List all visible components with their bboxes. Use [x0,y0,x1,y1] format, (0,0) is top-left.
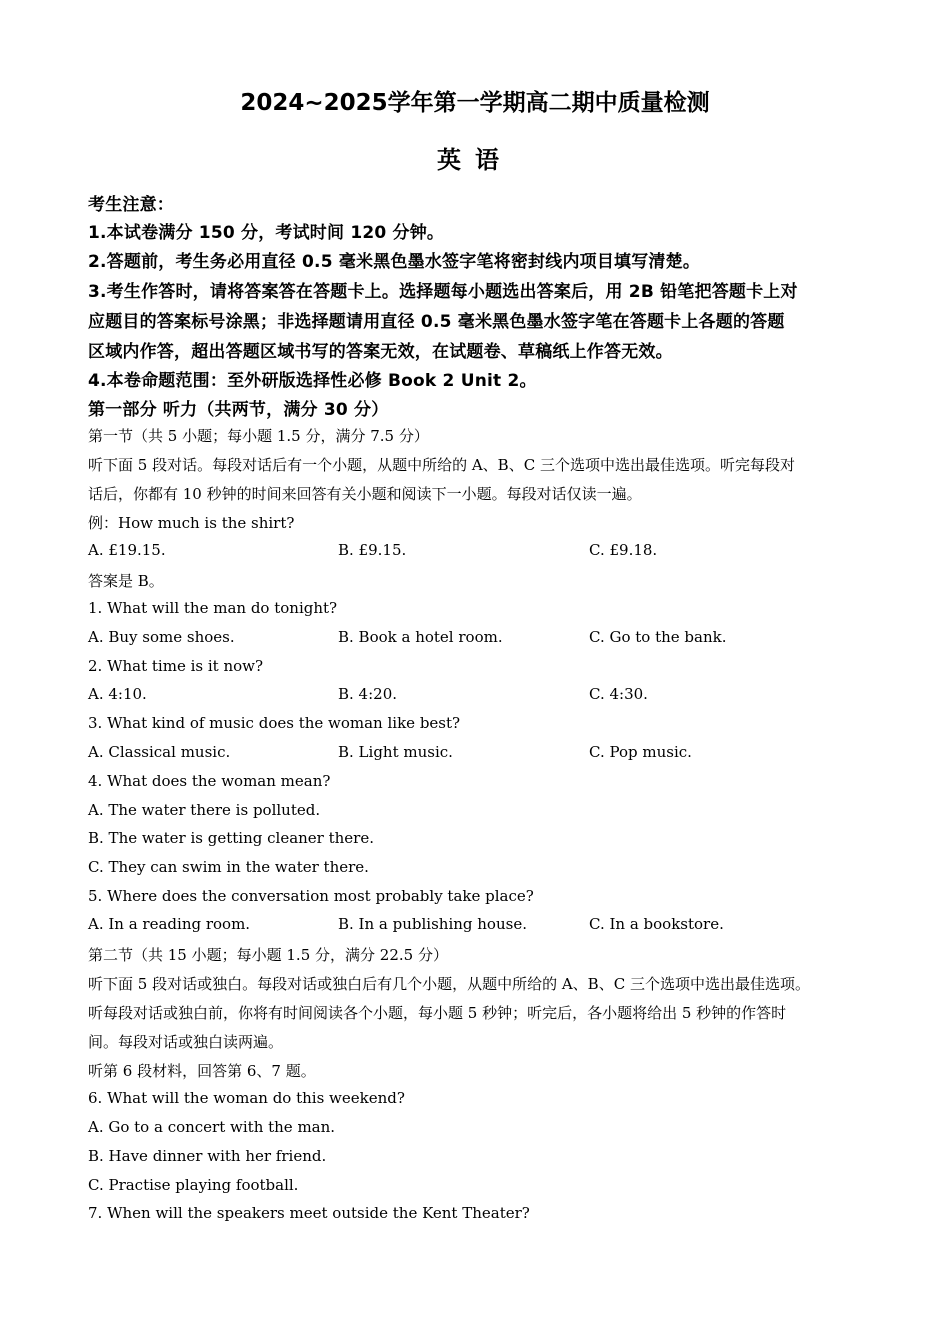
question-7: 7. When will the speakers meet outside the Kent Theater? [88,1204,530,1222]
q2-option-b: B. 4:20. [338,685,398,703]
q2-option-c: C. 4:30. [589,685,648,703]
example-option-a: A. £19.15. [88,541,166,559]
q5-option-c: C. In a bookstore. [589,915,724,933]
q1-option-c: C. Go to the bank. [589,628,727,646]
example-answer: 答案是 B。 [88,572,164,590]
example-option-b: B. £9.15. [338,541,407,559]
question-5: 5. Where does the conversation most probably take place? [88,887,534,905]
question-2: 2. What time is it now? [88,657,264,675]
notice-item: 区域内作答，超出答题区域书写的答案无效，在试题卷、草稿纸上作答无效。 [88,342,673,362]
section2-instruction: 听下面 5 段对话或独白。每段对话或独白后有几个小题，从题中所给的 A、B、C 三个选项中选出最佳选项。 [88,975,810,993]
q5-option-a: A. In a reading room. [88,915,251,933]
notice-item: 4.本卷命题范围：至外研版选择性必修 Book 2 Unit 2。 [88,371,537,391]
notice-item: 3.考生作答时，请将答案答在答题卡上。选择题每小题选出答案后，用 2B 铅笔把答题卡上对 [88,282,798,302]
material-6-intro: 听第 6 段材料，回答第 6、7 题。 [88,1062,316,1080]
question-1: 1. What will the man do tonight? [88,599,338,617]
section1-instruction: 话后，你都有 10 秒钟的时间来回答有关小题和阅读下一小题。每段对话仅读一遍。 [88,485,642,503]
question-6: 6. What will the woman do this weekend? [88,1089,405,1107]
q6-option-a: A. Go to a concert with the man. [88,1118,336,1136]
q6-option-b: B. Have dinner with her friend. [88,1147,327,1165]
example-question: 例：How much is the shirt? [88,514,295,532]
section1-instruction: 听下面 5 段对话。每段对话后有一个小题，从题中所给的 A、B、C 三个选项中选出最佳选项。听完每段对 [88,456,795,474]
notice-item: 2.答题前，考生务必用直径 0.5 毫米黑色墨水签字笔将密封线内项目填写清楚。 [88,252,701,272]
question-4: 4. What does the woman mean? [88,772,331,790]
q4-option-a: A. The water there is polluted. [88,801,321,819]
q1-option-b: B. Book a hotel room. [338,628,503,646]
section2-instruction: 听每段对话或独白前，你将有时间阅读各个小题，每小题 5 秒钟；听完后，各小题将给出 5 秒钟的作答时 [88,1004,787,1022]
subject-title: 英语 [437,146,513,174]
example-option-c: C. £9.18. [589,541,658,559]
exam-title: 2024~2025学年第一学期高二期中质量检测 [240,90,710,116]
notice-item: 应题目的答案标号涂黑；非选择题请用直径 0.5 毫米黑色墨水签字笔在答题卡上各题的答题 [88,312,785,332]
q4-option-c: C. They can swim in the water there. [88,858,369,876]
notice-heading: 考生注意： [88,195,174,215]
notice-item: 1.本试卷满分 150 分，考试时间 120 分钟。 [88,223,445,243]
section1-heading: 第一节（共 5 小题；每小题 1.5 分，满分 7.5 分） [88,427,429,445]
q6-option-c: C. Practise playing football. [88,1176,299,1194]
q5-option-b: B. In a publishing house. [338,915,527,933]
q3-option-b: B. Light music. [338,743,453,761]
part1-heading: 第一部分 听力（共两节，满分 30 分） [88,400,389,420]
section2-instruction: 间。每段对话或独白读两遍。 [88,1033,284,1051]
question-3: 3. What kind of music does the woman like best? [88,714,461,732]
q1-option-a: A. Buy some shoes. [88,628,235,646]
q3-option-c: C. Pop music. [589,743,692,761]
section2-heading: 第二节（共 15 小题；每小题 1.5 分，满分 22.5 分） [88,946,448,964]
q2-option-a: A. 4:10. [88,685,147,703]
q3-option-a: A. Classical music. [88,743,231,761]
q4-option-b: B. The water is getting cleaner there. [88,829,374,847]
